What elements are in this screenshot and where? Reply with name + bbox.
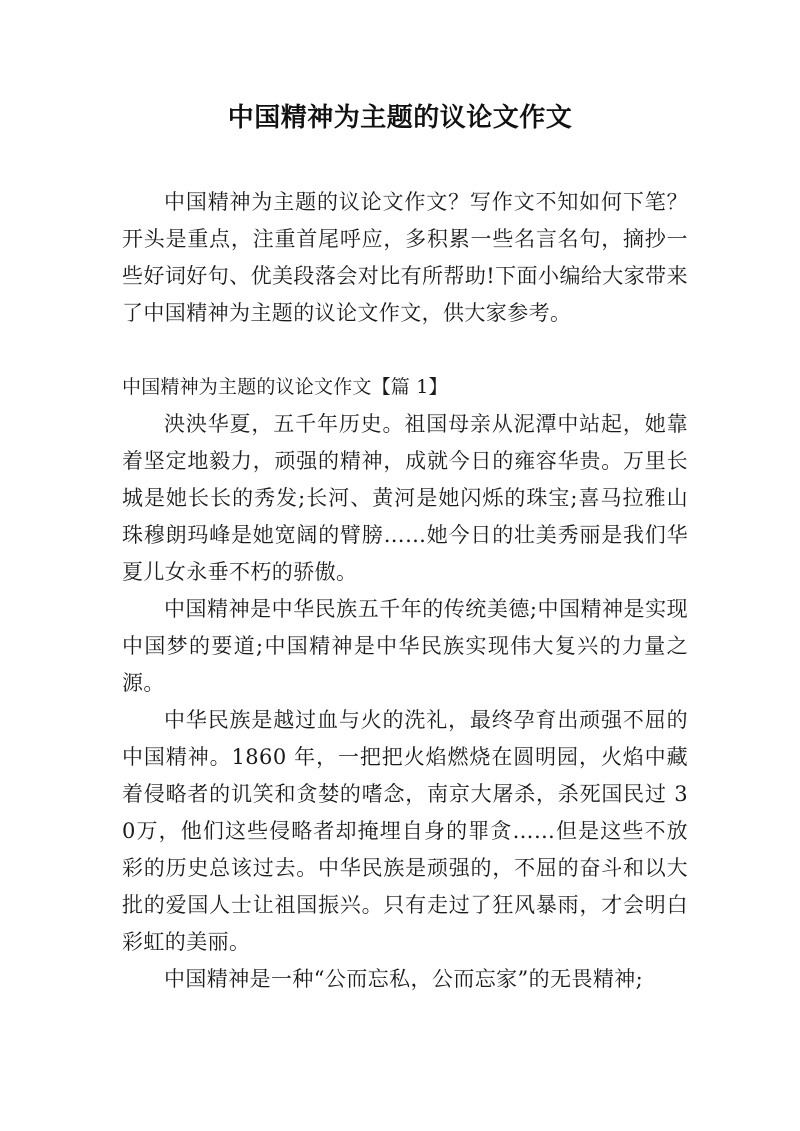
body-paragraph-3: 中华民族是越过血与火的洗礼，最终孕育出顽强不屈的中国精神。1860 年，一把把火焰燃烧在圆明园，火焰中藏着侵略者的讥笑和贪婪的嗜念，南京大屠杀，杀死国民过 30万，他们这些侵略者却掩埋自身的罪贪……但是这些不放彩的历史总该过去。中华民族是顽强的，不屈的奋斗和以大批的爱国人士让祖国振兴。只有走过了狂风暴雨，才会明白彩虹的美丽。: [122, 708, 688, 954]
document-title: 中国精神为主题的议论文作文: [227, 103, 573, 133]
document-body: [122, 184, 688, 998]
body-paragraph-1: 泱泱华夏，五千年历史。祖国母亲从泥潭中站起，她靠着坚定地毅力，顽强的精神，成就今日的雍容华贵。万里长城是她长长的秀发;长河、黄河是她闪烁的珠宝;喜马拉雅山珠穆朗玛峰是她宽阔的臂膀……她今日的壮美秀丽是我们华夏儿女永垂不朽的骄傲。: [122, 412, 688, 584]
intro-paragraph: 中国精神为主题的议论文作文？写作文不知如何下笔？开头是重点，注重首尾呼应，多积累一些名言名句，摘抄一些好词好句、优美段落会对比有所帮助!下面小编给大家带来了中国精神为主题的议论文作文，供大家参考。: [122, 190, 688, 325]
body-paragraph-2: 中国精神是中华民族五千年的传统美德;中国精神是实现中国梦的要道;中国精神是中华民族实现伟大复兴的力量之源。: [122, 597, 688, 695]
body-paragraph-4: 中国精神是一种“公而忘私，公而忘家”的无畏精神;: [164, 967, 644, 991]
section-heading: 中国精神为主题的议论文作文【篇 1】: [122, 376, 448, 398]
section-spacer: [122, 332, 688, 369]
